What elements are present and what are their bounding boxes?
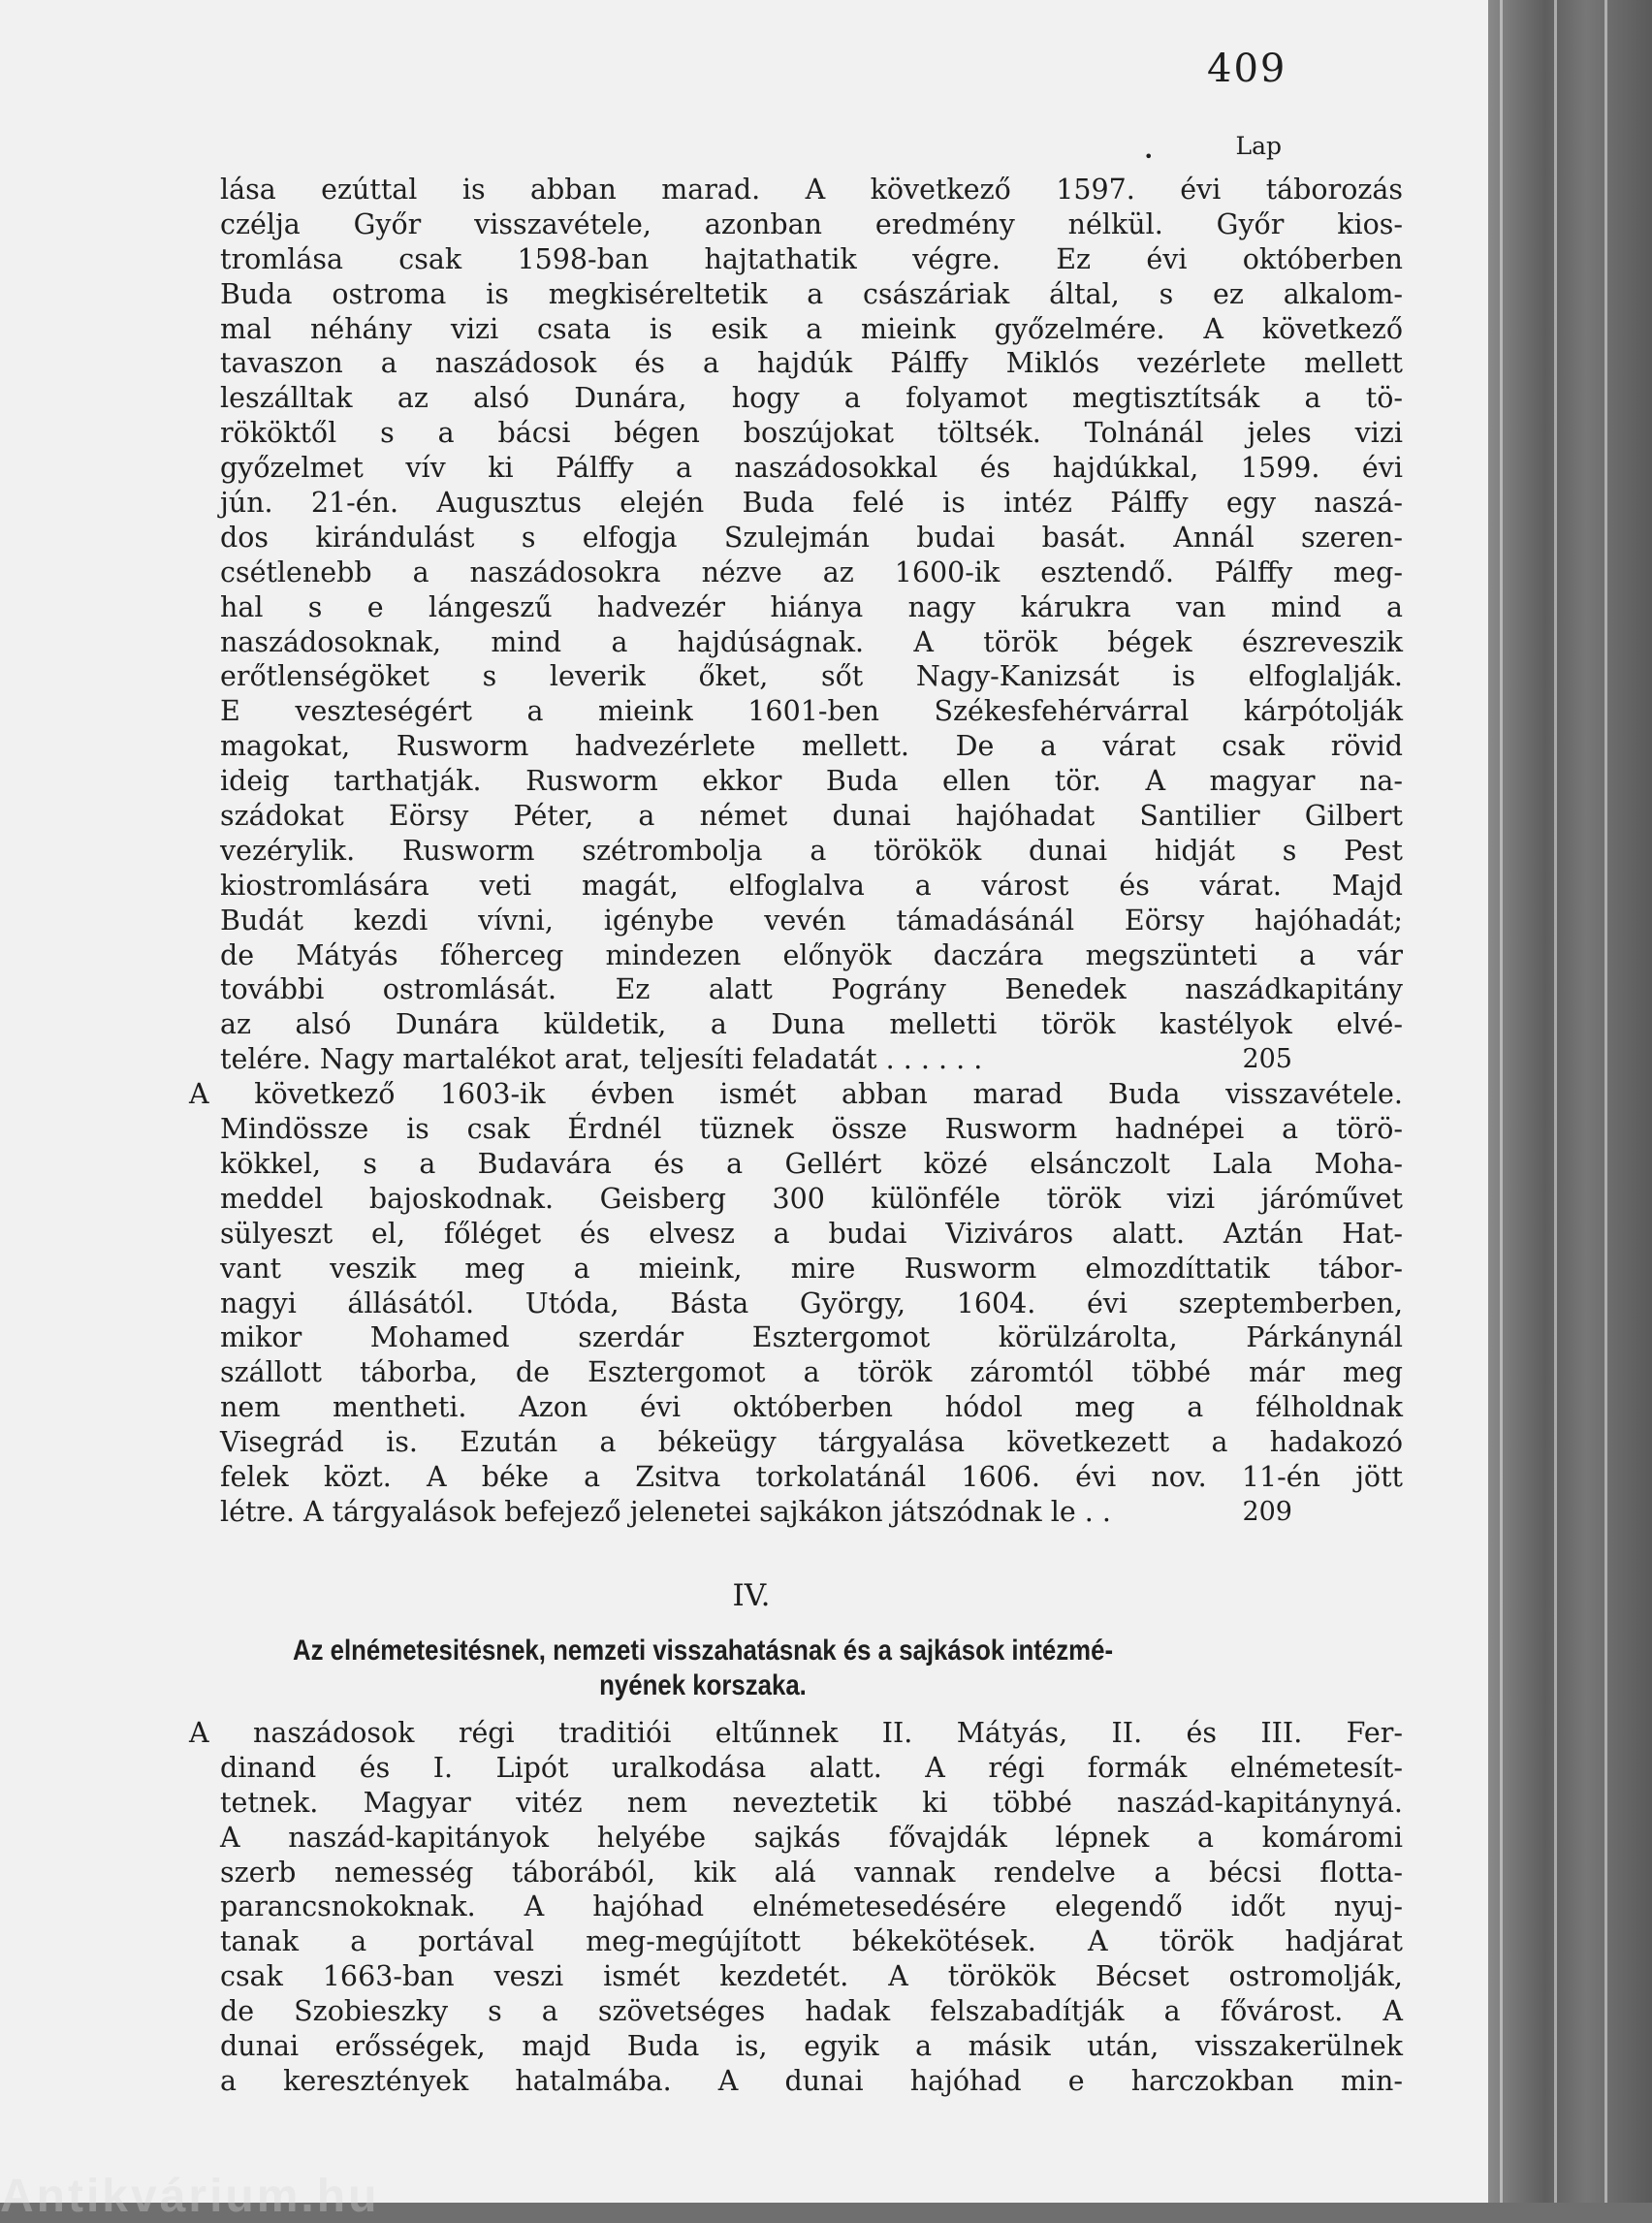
section-line <box>189 1994 1403 2029</box>
section-heading-line-1: Az elnémetesitésnek, nemzeti visszahatásnak és a sajkások intézmé- <box>292 1635 1114 1667</box>
toc-line <box>189 312 1403 347</box>
toc-line <box>189 1460 1403 1495</box>
section-line-text: szerb nemesség táborából, kik alá vannak rendelve a bécsi flotta- <box>220 1856 1403 1889</box>
toc-line <box>189 556 1403 590</box>
toc-line <box>189 938 1403 973</box>
toc-line <box>189 451 1403 486</box>
toc-line <box>189 207 1403 242</box>
watermark-text: Antikvárium.hu <box>0 2171 380 2222</box>
column-label-lap: Lap <box>1235 132 1282 160</box>
toc-line-text: kökkel, s a Budavára és a Gellért közé elsánczolt Lala Moha- <box>220 1147 1403 1180</box>
dot-mark: • <box>1144 147 1154 166</box>
toc-line-text: magokat, Rusworm hadvezérlete mellett. De a várat csak rövid <box>220 730 1403 763</box>
section-line <box>189 1716 1403 1751</box>
toc-line-text: jún. 21-én. Augusztus elején Buda felé is intéz Pálffy egy naszá- <box>220 487 1403 520</box>
toc-line-text: telére. Nagy martalékot arat, teljesíti feladatát . . . . . . <box>220 1043 983 1076</box>
toc-page-ref: 209 <box>1242 1496 1292 1527</box>
toc-line <box>189 1077 1403 1112</box>
toc-line-text: nagyi állásától. Utóda, Básta György, 1604. évi szeptemberben, <box>220 1286 1403 1319</box>
toc-line <box>189 869 1403 904</box>
toc-line-text: szállott táborba, de Esztergomot a török záromtól többé már meg <box>220 1356 1403 1389</box>
section-line-text: dunai erősségek, majd Buda is, egyik a másik után, visszakerülnek <box>220 2030 1403 2063</box>
section-line <box>189 2029 1403 2064</box>
section-line-text: csak 1663-ban veszi ismét kezdetét. A törökök Bécset ostromolják, <box>220 1960 1403 1993</box>
section-roman-numeral: IV. <box>732 1578 771 1613</box>
toc-line <box>189 764 1403 799</box>
toc-line <box>189 659 1403 694</box>
toc-line-text: erőtlenségöket s leverik őket, sőt Nagy-Kanizsát is elfoglalják. <box>220 660 1403 693</box>
toc-line <box>189 799 1403 834</box>
section-line-text: a keresztények hatalmába. A dunai hajóhad e harczokban min- <box>220 2064 1403 2097</box>
toc-line-text: Mindössze is csak Érdnél tüznek össze Rusworm hadnépei a törö- <box>220 1113 1403 1146</box>
toc-line <box>189 972 1403 1007</box>
book-spine-edge <box>1488 0 1652 2203</box>
toc-line <box>189 1112 1403 1147</box>
toc-line-text: rököktől s a bácsi bégen boszújokat töltsék. Tolnánál jeles vizi <box>220 417 1403 450</box>
toc-line-text: lása ezúttal is abban marad. A következő 1597. évi táborozás <box>220 174 1403 206</box>
toc-line-text: szádokat Eörsy Péter, a német dunai hajóhadat Santilier Gilbert <box>220 800 1403 833</box>
toc-line-text: leszálltak az alsó Dunára, hogy a folyamot megtisztítsák a tö- <box>220 382 1403 415</box>
toc-line-text: meddel bajoskodnak. Geisberg 300 különféle török vizi járóművet <box>220 1182 1403 1215</box>
section-line-text: parancsnokoknak. A hajóhad elnémetesedésére elegendő időt nyuj- <box>220 1890 1403 1923</box>
toc-line <box>189 521 1403 556</box>
toc-line <box>189 1217 1403 1252</box>
page-number: 409 <box>1207 47 1287 91</box>
section-line <box>189 1856 1403 1890</box>
toc-line <box>189 1390 1403 1425</box>
toc-line-text: csétlenebb a naszádosokra nézve az 1600-ik esztendő. Pálffy meg- <box>220 556 1403 588</box>
toc-line <box>189 625 1403 660</box>
section-line <box>189 1751 1403 1786</box>
toc-line <box>189 1007 1403 1042</box>
toc-line-text: mikor Mohamed szerdár Esztergomot körülzárolta, Párkánynál <box>220 1321 1403 1354</box>
toc-line-text: tavaszon a naszádosok és a hajdúk Pálffy Miklós vezérlete mellett <box>220 347 1403 380</box>
toc-line-text: Visegrád is. Ezután a békeügy tárgyalása következett a hadakozó <box>220 1426 1403 1459</box>
spine-line <box>1554 0 1557 2203</box>
toc-line-text: Budát kezdi vívni, igénybe vevén támadásánál Eörsy hajóhadát; <box>220 904 1403 937</box>
toc-line-text: hal s e lángeszű hadvezér hiánya nagy kárukra van mind a <box>220 590 1403 623</box>
toc-line-text: kiostromlására veti magát, elfoglalva a várost és várat. Majd <box>220 869 1403 902</box>
toc-line <box>189 1252 1403 1286</box>
spine-line <box>1500 0 1503 2203</box>
toc-line-text: további ostromlását. Ez alatt Pográny Benedek naszádkapitány <box>220 973 1403 1006</box>
toc-line <box>189 242 1403 277</box>
section-heading-line-2: nyének korszaka. <box>599 1669 807 1701</box>
toc-line <box>189 277 1403 312</box>
section-entries <box>189 1716 1403 2099</box>
section-line <box>189 2064 1403 2099</box>
toc-line-text: tromlása csak 1598-ban hajtathatik végre. Ez évi októberben <box>220 242 1403 275</box>
toc-line <box>189 1147 1403 1182</box>
toc-line <box>189 1042 1292 1077</box>
toc-line <box>189 1286 1403 1321</box>
toc-line-text: naszádosoknak, mind a hajdúságnak. A török bégek észreveszik <box>220 625 1403 658</box>
toc-line-text: létre. A tárgyalások befejező jelenetei sajkákon játszódnak le . . <box>220 1495 1111 1528</box>
section-line <box>189 1786 1403 1821</box>
toc-line <box>189 1425 1403 1460</box>
toc-line <box>189 173 1403 207</box>
toc-line-text: vant veszik meg a mieink, mire Rusworm elmozdíttatik tábor- <box>220 1252 1403 1285</box>
toc-line <box>189 346 1403 381</box>
section-line-text: de Szobieszky s a szövetséges hadak felszabadítják a fővárost. A <box>220 1995 1403 2028</box>
section-line-text: tanak a portával meg-megújított békekötések. A török hadjárat <box>220 1925 1403 1958</box>
toc-line <box>189 729 1403 764</box>
toc-line <box>189 1182 1403 1217</box>
section-line <box>189 1959 1403 1994</box>
toc-line <box>189 590 1403 625</box>
section-line <box>189 1924 1403 1959</box>
toc-line-text: A következő 1603-ik évben ismét abban marad Buda visszavétele. <box>189 1078 1403 1111</box>
section-line <box>189 1821 1403 1856</box>
section-line-text: A naszád-kapitányok helyébe sajkás fővajdák lépnek a komáromi <box>220 1821 1403 1854</box>
toc-line <box>189 1495 1292 1530</box>
toc-line-text: az alsó Dunára küldetik, a Duna melletti török kastélyok elvé- <box>220 1008 1403 1041</box>
toc-line-text: felek közt. A béke a Zsitva torkolatánál 1606. évi nov. 11-én jött <box>220 1460 1403 1493</box>
section-heading <box>261 1634 1145 1703</box>
section-line <box>189 1890 1403 1924</box>
toc-line <box>189 486 1403 521</box>
toc-line-text: E veszteségért a mieink 1601-ben Székesfehérvárral kárpótolják <box>220 695 1403 728</box>
toc-line <box>189 694 1403 729</box>
toc-line-text: ideig tarthatják. Rusworm ekkor Buda ellen tör. A magyar na- <box>220 765 1403 798</box>
toc-entries <box>189 173 1403 1530</box>
toc-line-text: sülyeszt el, főléget és elvesz a budai Viziváros alatt. Aztán Hat- <box>220 1217 1403 1250</box>
toc-line <box>189 904 1403 938</box>
section-line-text: dinand és I. Lipót uralkodása alatt. A régi formák elnémetesít- <box>220 1751 1403 1784</box>
toc-line <box>189 416 1403 451</box>
toc-line <box>189 381 1403 416</box>
toc-line-text: dos kirándulást s elfogja Szulejmán budai basát. Annál szeren- <box>220 521 1403 554</box>
spine-line <box>1604 0 1607 2203</box>
toc-line-text: győzelmet vív ki Pálffy a naszádosokkal és hajdúkkal, 1599. évi <box>220 452 1403 485</box>
toc-page-ref: 205 <box>1242 1044 1292 1075</box>
toc-line <box>189 1320 1403 1355</box>
toc-line-text: mal néhány vizi csata is esik a mieink győzelmére. A következő <box>220 312 1403 345</box>
toc-line-text: nem mentheti. Azon évi októberben hódol meg a félholdnak <box>220 1391 1403 1424</box>
toc-line <box>189 834 1403 869</box>
toc-line-text: de Mátyás főherceg mindezen előnyök daczára megszünteti a vár <box>220 938 1403 971</box>
toc-line-text: czélja Győr visszavétele, azonban eredmény nélkül. Győr kios- <box>220 207 1403 240</box>
section-line-text: tetnek. Magyar vitéz nem neveztetik ki többé naszád-kapitánynyá. <box>220 1786 1403 1819</box>
section-line-text: A naszádosok régi traditiói eltűnnek II. Mátyás, II. és III. Fer- <box>189 1717 1403 1749</box>
toc-line <box>189 1355 1403 1390</box>
toc-line-text: vezérylik. Rusworm szétrombolja a törökök dunai hidját s Pest <box>220 834 1403 867</box>
toc-line-text: Buda ostroma is megkiséreltetik a császáriak által, s ez alkalom- <box>220 277 1403 310</box>
